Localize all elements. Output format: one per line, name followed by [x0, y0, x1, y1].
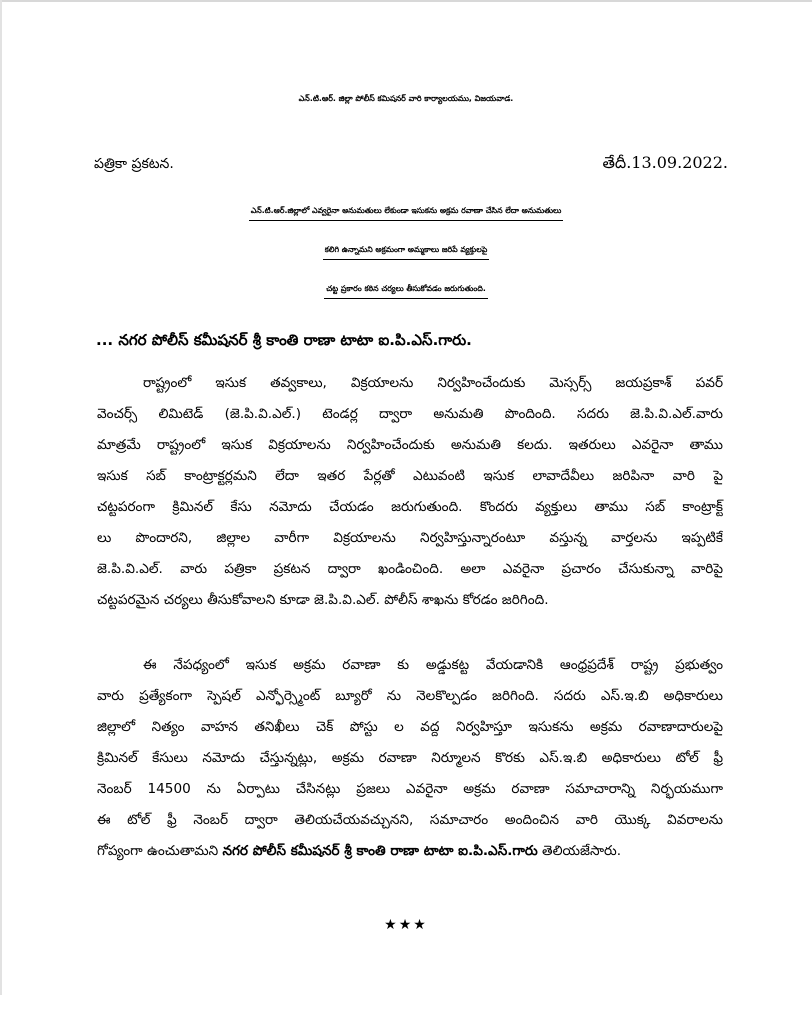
paragraph-line: మాత్రమే రాష్ట్రంలో ఇసుక విక్రయాలను నిర్వహించేందుకు అనుమతి కలదు. ఇతరులు ఎవరైనా తాము: [97, 437, 723, 453]
paragraph-line: ఇసుక సబ్ కాంట్రాక్టర్లమని లేదా ఇతర పేర్లతో ఎటువంటి ఇసుక లావాదేవీలు జరిపినా వారి పై: [97, 468, 723, 484]
paragraph-line: రాష్ట్రంలో ఇసుక తవ్వకాలు, విక్రయాలను నిర్వహించేందుకు మెస్సర్స్ జయప్రకాశ్ పవర్: [143, 375, 723, 391]
scan-top-edge: [0, 0, 812, 2]
paragraph-line: క్రిమినల్ కేసులు నమోదు చేస్తున్నట్లు, అక్రమ రవాణా నిర్మూలన కొరకు ఎస్.ఇ.బి అధికారులు టోల్ ఫ్రీ: [97, 750, 723, 766]
release-date: తేదీ.13.09.2022.: [602, 153, 728, 172]
closing-text-post: తెలియజేసారు.: [537, 843, 622, 859]
closing-line: [97, 836, 723, 867]
paragraph-line: చట్టపరమైన చర్యలు తీసుకోవాలని కూడా జె.పి.వి.ఎల్. పోలీస్ శాఖను కోరడం జరిగింది.: [97, 592, 549, 608]
paragraph-line: వెంచర్స్ లిమిటెడ్ (జె.పి.వి.ఎల్.) టెండర్ల ద్వారా అనుమతి పొందింది. సదరు జె.పి.వి.ఎల్.వారు: [97, 406, 723, 422]
paragraph-2: [97, 650, 723, 867]
paragraph-line: ఈ టోల్ ఫ్రీ నెంబర్ ద్వారా తెలియచేయవచ్చునని, సమాచారం అందించిన వారి యొక్క వివరాలను: [97, 812, 723, 828]
headline-line-3: చట్ట ప్రకారం కఠిన చర్యలు తీసుకోవడం జరుగుతుంది.: [0, 284, 812, 295]
paragraph-line: చట్టపరంగా క్రిమినల్ కేసు నమోదు చేయడం జరుగుతుంది. కొందరు వ్యక్తులు తాము సబ్ కాంట్రాక్ట్: [97, 499, 723, 515]
paragraph-line: జె.పి.వి.ఎల్. వారు పత్రికా ప్రకటన ద్వారా ఖండించింది. అలా ఎవరైనా ప్రచారం చేసుకున్నా వారిపై: [97, 561, 723, 577]
commissioner-name-bold: నగర పోలీస్ కమీషనర్ శ్రీ కాంతి రాణా టాటా ఐ.పి.ఎస్.గారు: [222, 843, 538, 859]
headline-line-1: ఎన్.టి.ఆర్.జిల్లాలో ఎవ్వరైనా అనుమతులు లేకుండా ఇసుకను అక్రమ రవాణా చేసిన లేదా అనుమతులు: [0, 206, 812, 217]
paragraph-line: వారు ప్రత్యేకంగా స్పెషల్ ఎన్ఫోర్స్మెంట్ బ్యూరో ను నెలకొల్పడం జరిగింది. సదరు ఎస్.ఇ.బి అధికారులు: [97, 688, 723, 704]
paragraph-line: ఈ నేపధ్యంలో ఇసుక అక్రమ రవాణా కు అడ్డుకట్ట వేయడానికి ఆంధ్రప్రదేశ్ రాష్ట్ర ప్రభుత్వం: [143, 657, 723, 673]
paragraph-line: లు పొందారని, జిల్లాల వారీగా విక్రయాలను నిర్వహిస్తున్నారంటూ వస్తున్న వార్తలను ఇప్పటికే: [97, 530, 723, 546]
paragraph-line: జిల్లాలో నిత్యం వాహన తనిఖీలు చెక్ పోస్టు ల వద్ద నిర్వహిస్తూ ఇసుకను అక్రమ రవాణాదారులపై: [97, 719, 723, 735]
scan-left-edge: [0, 0, 2, 995]
end-mark: ★★★: [384, 917, 428, 933]
paragraph-1: [97, 368, 723, 616]
office-title: ఎన్.టి.ఆర్. జిల్లా పోలీస్ కమిషనర్ వారి కార్యాలయము, విజయవాడ.: [298, 94, 514, 103]
closing-text-pre: గోప్యంగా ఉంచుతామని: [97, 843, 223, 859]
press-release-label: పత్రికా ప్రకటన.: [94, 156, 174, 172]
headline-line-2: కలిగి ఉన్నామని అక్రమంగా అమ్మకాలు జరిపే వ్యక్తులపై: [0, 245, 812, 256]
byline: ... నగర పోలీస్ కమీషనర్ శ్రీ కాంతి రాణా టాటా ఐ.పి.ఎస్.గారు.: [96, 331, 472, 349]
paragraph-line: నెంబర్ 14500 ను ఏర్పాటు చేసినట్లు ప్రజలు ఎవరైనా అక్రమ రవాణా సమాచారాన్ని నిర్భయముగా: [97, 781, 723, 797]
